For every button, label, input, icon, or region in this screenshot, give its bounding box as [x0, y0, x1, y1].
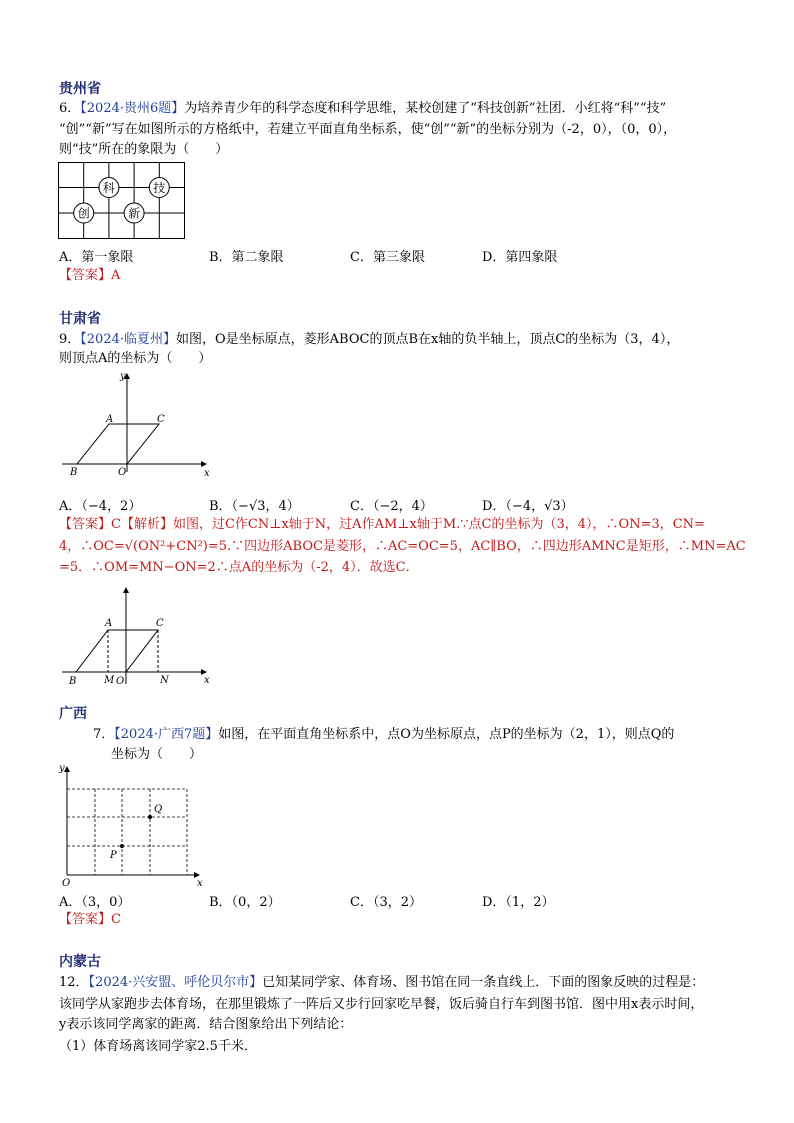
origin-label: O — [62, 878, 71, 889]
point-c-label: C — [157, 414, 165, 425]
question-6-line1: 6．【2024·贵州6题】为培养青少年的科学态度和科学思维，某校创建了“科技创新”社团．小红将“科”“技” — [59, 101, 667, 116]
question-9-option-c: C．（−2，4） — [350, 499, 433, 514]
question-9-line1: 9．【2024·临夏州】如图，O是坐标原点，菱形ABOC的顶点B在x轴的负半轴上，顶点C的坐标为（3，4）， — [59, 332, 680, 347]
point-p — [120, 844, 124, 848]
question-12-line2: 该同学从家跑步去体育场，在那里锻炼了一阵后又步行回家吃早餐，饭后骑自行车到图书馆．图中用x表示时间， — [59, 997, 704, 1012]
point-n-label: N — [160, 675, 169, 686]
y-axis-label: y — [120, 371, 126, 382]
question-6-option-d: D．第四象限 — [482, 250, 558, 265]
question-9-analysis-line2: 4，∴OC=√(ON²+CN²)=5.∵四边形ABOC是菱形，∴AC=OC=5，AC∥BO，∴四边形AMNC是矩形，∴MN=AC — [59, 539, 746, 554]
question-6-answer: 【答案】A — [59, 268, 121, 283]
rhombus-figure — [58, 368, 218, 478]
question-7-option-d: D．（1，2） — [482, 895, 555, 910]
x-axis-label: x — [204, 675, 210, 686]
question-12-tag: 【2024·兴安盟、呼伦贝尔市】 — [88, 975, 263, 990]
question-7-line2: 坐标为（ ） — [111, 747, 203, 762]
question-9-analysis-line3: =5．∴OM=MN−ON=2∴点A的坐标为（-2，4）．故选C． — [59, 560, 419, 575]
point-m-label: M — [104, 675, 115, 686]
question-9-option-d: D．（−4，√3） — [482, 499, 574, 514]
question-9-option-b: B．（−√3，4） — [209, 499, 300, 514]
question-9-tag: 【2024·临夏州】 — [80, 332, 176, 347]
question-7-tag: 【2024·广西7题】 — [114, 727, 219, 742]
question-7-answer: 【答案】C — [59, 912, 121, 927]
x-axis-label: x — [197, 878, 203, 889]
province-heading-guizhou: 贵州省 — [59, 81, 101, 97]
y-axis-label: y — [59, 763, 65, 774]
question-12-conclusion-1: （1）体育场离该同学家2.5千米． — [59, 1039, 257, 1054]
question-7-line1: 7．【2024·广西7题】如图，在平面直角坐标系中，点O为坐标原点，点P的坐标为（2，1），则点Q的 — [93, 727, 675, 742]
question-9-option-a: A．（−4，2） — [59, 499, 142, 514]
point-b-label: B — [69, 676, 77, 687]
province-heading-gansu: 甘肃省 — [59, 311, 101, 327]
province-heading-guangxi: 广西 — [59, 706, 87, 722]
point-b-label: B — [70, 467, 78, 478]
grid-char-ke: 科 — [102, 181, 115, 195]
point-a-label: A — [105, 618, 113, 629]
question-7-option-a: A．（3，0） — [59, 895, 131, 910]
origin-label: O — [116, 676, 125, 687]
question-6-grid-figure — [58, 162, 186, 240]
question-6-option-c: C．第三象限 — [350, 250, 425, 265]
point-p-label: P — [110, 850, 117, 861]
rhombus-analysis-figure — [58, 584, 218, 690]
point-c-label: C — [156, 618, 164, 629]
point-q — [148, 815, 152, 819]
grid-char-xin: 新 — [128, 206, 141, 221]
point-q-label: Q — [154, 804, 163, 815]
question-6-tag: 【2024·贵州6题】 — [80, 101, 185, 116]
question-12-line3: y表示该同学离家的距离．结合图象给出下列结论： — [59, 1017, 353, 1032]
question-12-line1: 12．【2024·兴安盟、呼伦贝尔市】已知某同学家、体育场、图书馆在同一条直线上．下面的图象反映的过程是： — [59, 975, 705, 990]
question-9-line2: 则顶点A的坐标为（ ） — [59, 351, 212, 366]
question-7-option-b: B．（0，2） — [209, 895, 281, 910]
question-7-option-c: C．（3，2） — [350, 895, 422, 910]
origin-label: O — [118, 467, 127, 478]
province-heading-neimenggu: 内蒙古 — [59, 954, 101, 970]
question-6-option-b: B．第二象限 — [209, 250, 284, 265]
grid-char-ji: 技 — [153, 181, 166, 195]
x-axis-label: x — [204, 468, 210, 478]
question-6-line3: 则“技”所在的象限为（ ） — [59, 142, 229, 157]
question-9-answer-line1: 【答案】C【解析】如图，过C作CN⊥x轴于N，过A作AM⊥x轴于M.∵点C的坐标为（3，4），∴ON=3，CN= — [59, 517, 705, 532]
question-6-line2: “创”“新”写在如图所示的方格纸中，若建立平面直角坐标系，使“创”“新”的坐标分别为（-2，0），（0，0）， — [59, 122, 677, 137]
rhombus-abo c — [77, 424, 159, 464]
question-6-option-a: A．第一象限 — [59, 250, 134, 265]
grid-coordinate-figure — [56, 762, 206, 890]
grid-char-chuang: 创 — [77, 206, 90, 221]
point-a-label: A — [106, 414, 114, 425]
